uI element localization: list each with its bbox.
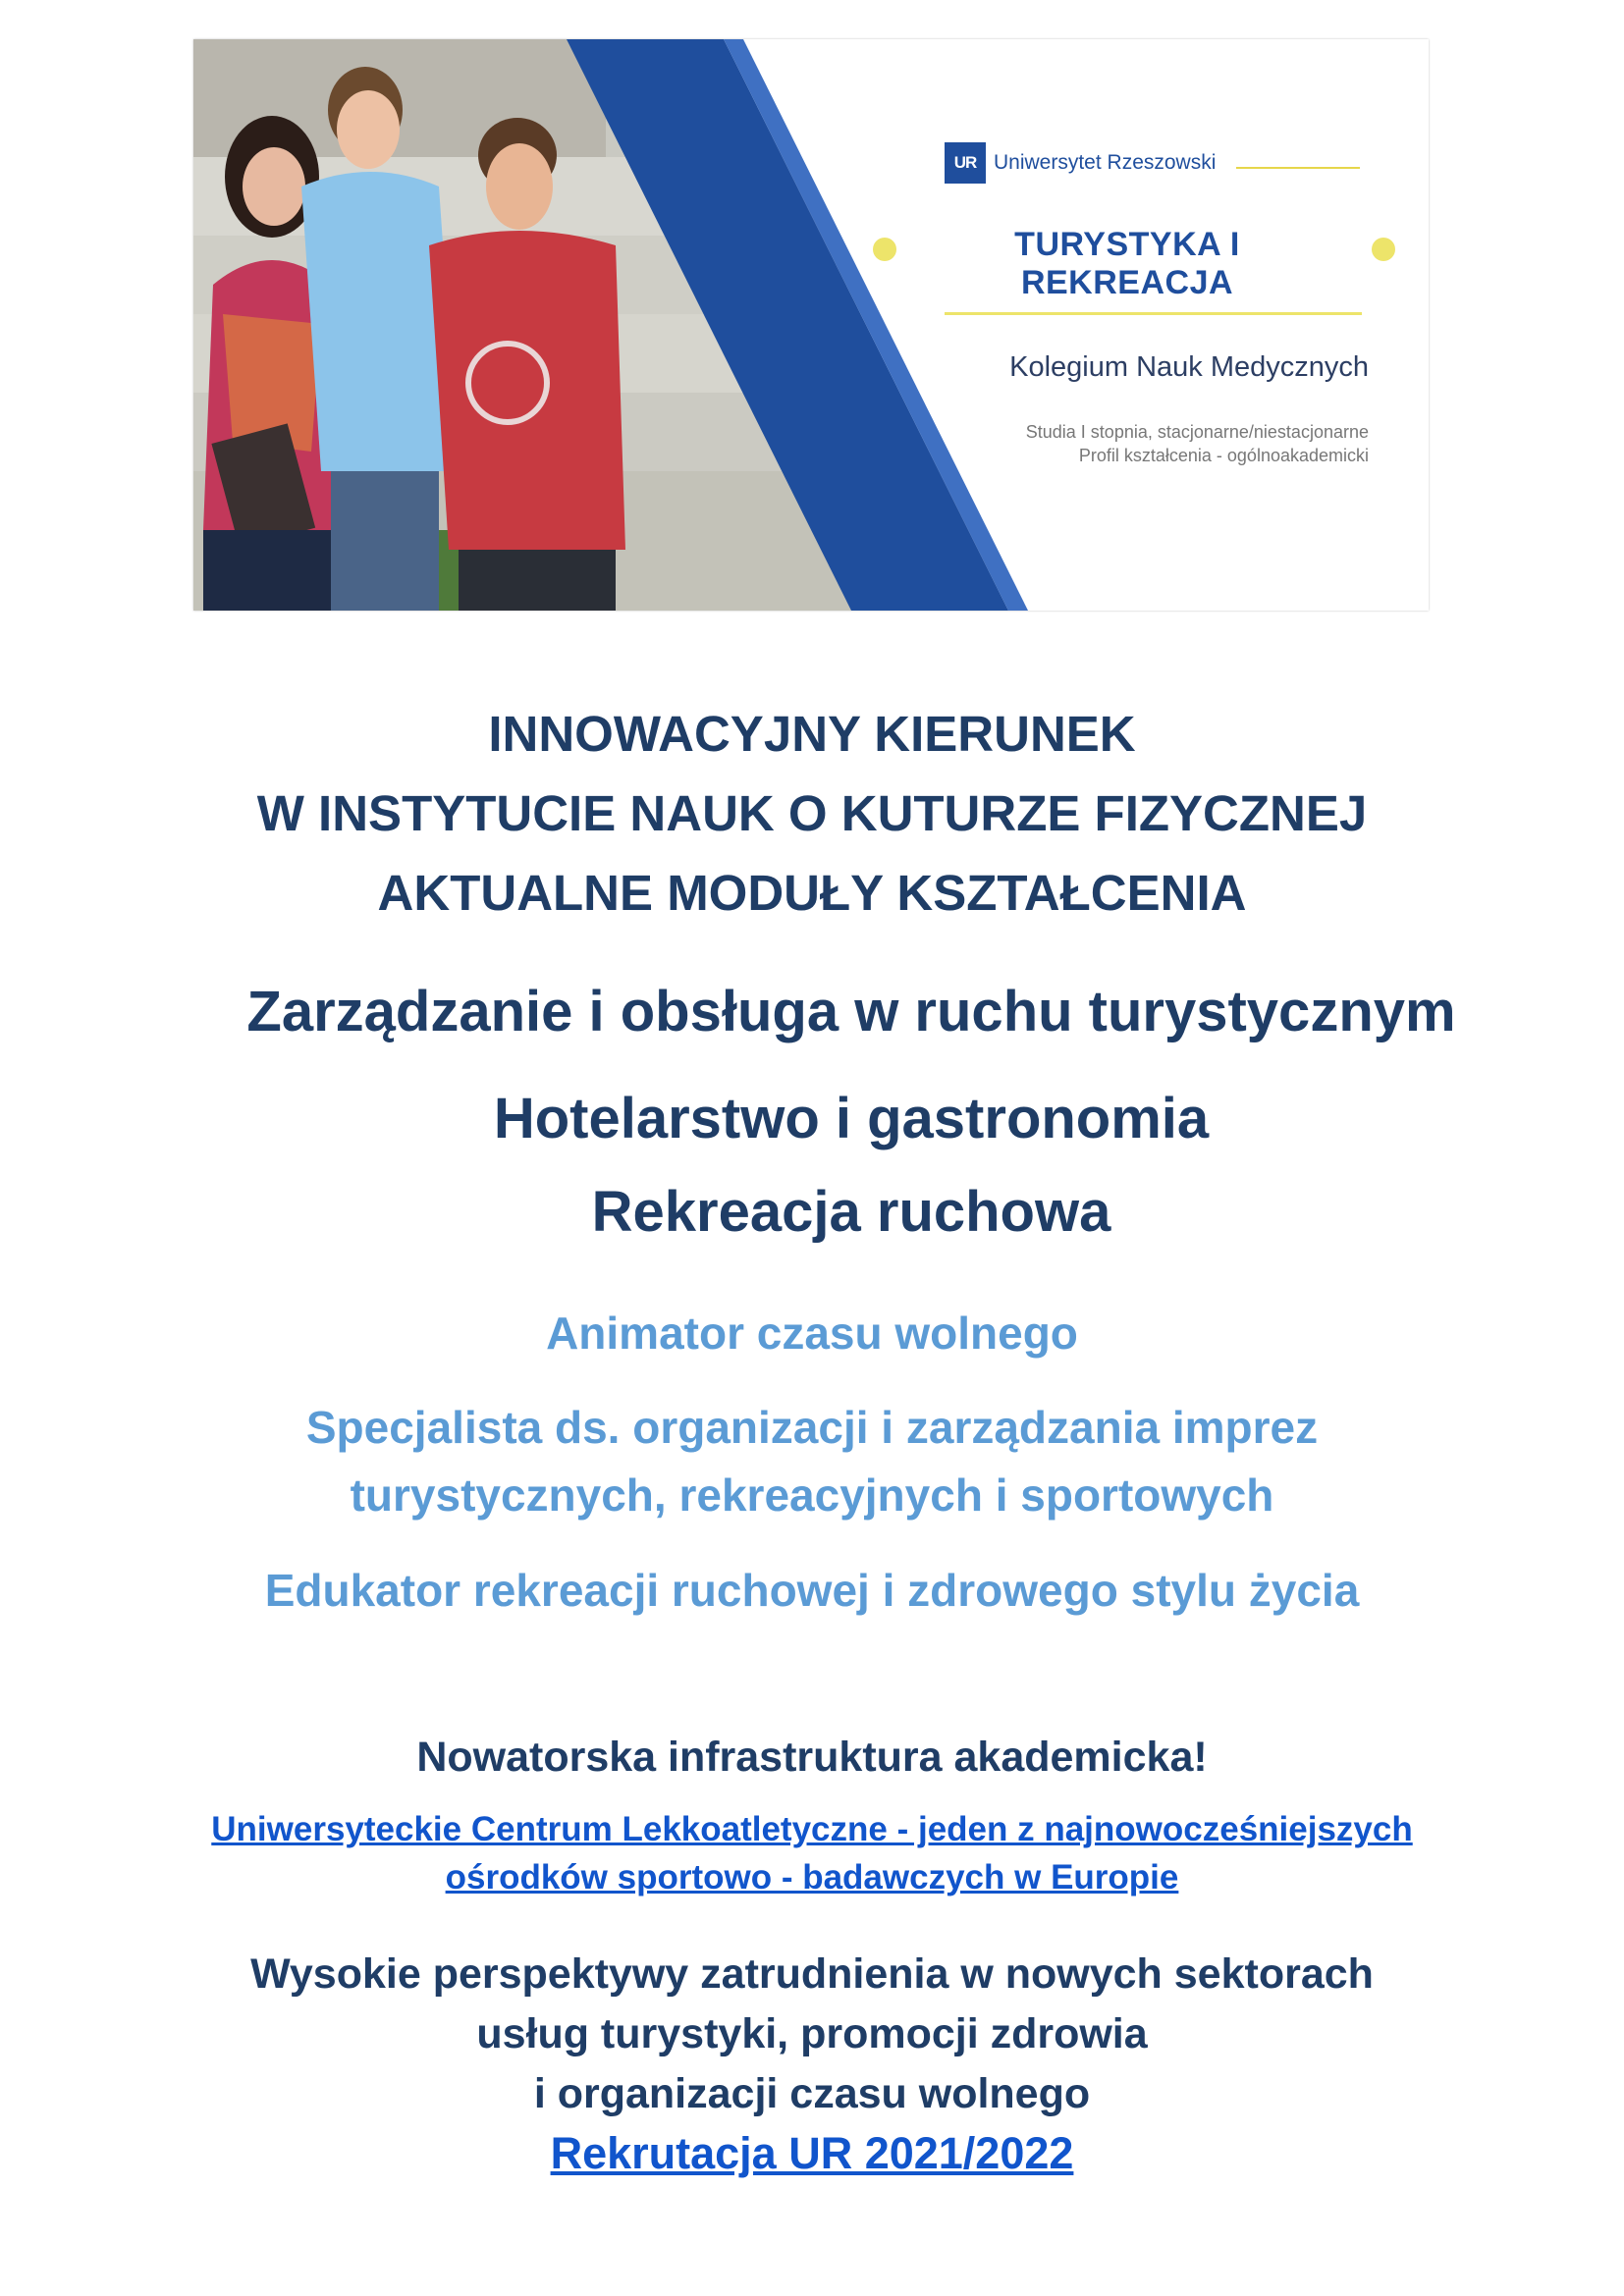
profession-specialist-line-1: Specjalista ds. organizacji i zarządzania imprez (305, 1402, 1319, 1453)
module-hotel-gastronomy: Hotelarstwo i gastronomia (493, 1087, 1210, 1150)
heading-line-1: INNOWACYJNY KIERUNEK (488, 706, 1136, 762)
university-logo (945, 142, 1216, 184)
title-divider (945, 312, 1362, 315)
perspectives-line-3: i organizacji czasu wolnego (533, 2070, 1091, 2117)
ur-logo-icon: UR (945, 142, 986, 184)
profession-specialist-line-2: turystycznych, rekreacyjnych i sportowych (350, 1469, 1274, 1521)
logo-divider (1236, 167, 1360, 169)
study-profile-info: Profil kształcenia - ogólnoakademicki (1078, 446, 1369, 465)
infrastructure-title: Nowatorska infrastruktura akademicka! (416, 1734, 1208, 1781)
heading-line-2: W INSTYTUCIE NAUK O KUTURZE FIZYCZNEJ (256, 785, 1368, 841)
profession-animator: Animator czasu wolnego (546, 1308, 1078, 1359)
university-name: Uniwersytet Rzeszowski (994, 151, 1217, 174)
heading-line-3: AKTUALNE MODUŁY KSZTAŁCENIA (377, 865, 1247, 921)
yellow-dot-right (1372, 238, 1395, 261)
perspectives-line-1: Wysokie perspektywy zatrudnienia w nowych sektorach (250, 1950, 1374, 1998)
college-name: Kolegium Nauk Medycznych (1009, 351, 1369, 383)
banner (193, 39, 1429, 611)
profession-educator: Edukator rekreacji ruchowej i zdrowego stylu życia (264, 1565, 1360, 1616)
athletics-centre-link-line-1[interactable]: Uniwersyteckie Centrum Lekkoatletyczne - jeden z najnowocześniejszych (211, 1810, 1413, 1848)
athletics-centre-link-line-2[interactable]: ośrodków sportowo - badawczych w Europie (445, 1858, 1179, 1896)
banner-title: TURYSTYKA I REKREACJA (1014, 226, 1240, 301)
banner-background (193, 39, 1429, 611)
module-motor-recreation: Rekreacja ruchowa (591, 1180, 1111, 1244)
perspectives-line-2: usług turystyki, promocji zdrowia (476, 2010, 1148, 2057)
module-tourism-management: Zarządzanie i obsługa w ruchu turystycznym (246, 980, 1456, 1043)
study-level-info: Studia I stopnia, stacjonarne/niestacjonarne (1025, 422, 1369, 442)
recruitment-link[interactable]: Rekrutacja UR 2021/2022 (550, 2128, 1074, 2178)
yellow-dot-left (873, 238, 896, 261)
